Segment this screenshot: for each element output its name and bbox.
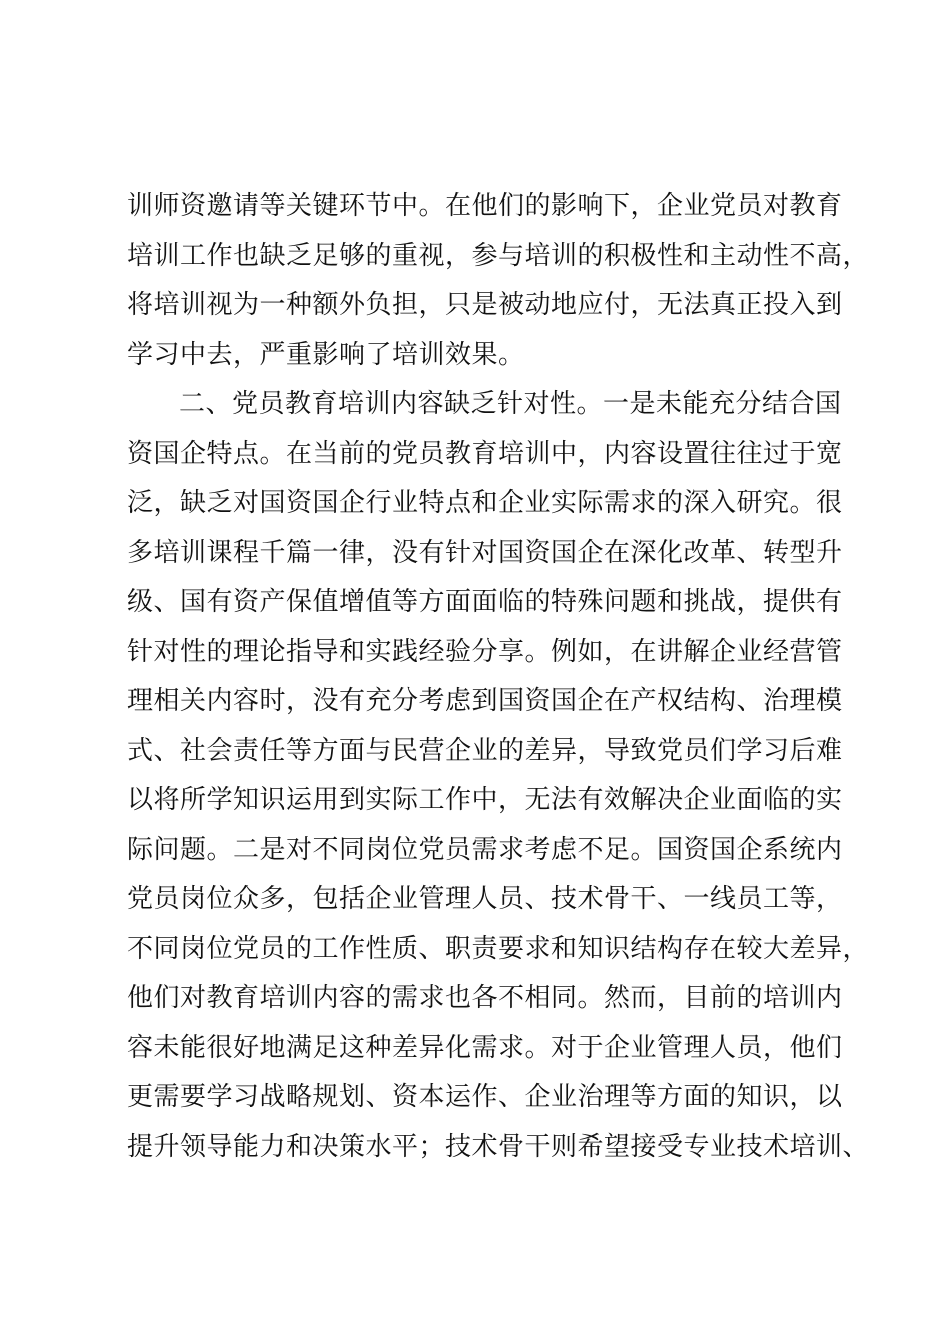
text-line: 式、社会责任等方面与民营企业的差异，导致党员们学习后难 xyxy=(127,735,843,766)
text-line: 容未能很好地满足这种差异化需求。对于企业管理人员，他们 xyxy=(127,1032,843,1063)
text-line: 理相关内容时，没有充分考虑到国资国企在产权结构、治理模 xyxy=(127,686,843,716)
text-line: 多培训课程千篇一律，没有针对国资国企在深化改革、转型升 xyxy=(127,537,843,568)
text-line: 更需要学习战略规划、资本运作、企业治理等方面的知识，以 xyxy=(127,1082,843,1112)
text-line: 将培训视为一种额外负担，只是被动地应付，无法真正投入到 xyxy=(127,290,843,320)
text-line: 培训工作也缺乏足够的重视，参与培训的积极性和主动性不高， xyxy=(127,240,870,271)
body-text xyxy=(127,182,870,1172)
text-line: 泛，缺乏对国资国企行业特点和企业实际需求的深入研究。很 xyxy=(127,488,843,518)
text-line: 以将所学知识运用到实际工作中，无法有效解决企业面临的实 xyxy=(127,785,843,815)
text-line: 他们对教育培训内容的需求也各不相同。然而，目前的培训内 xyxy=(127,983,843,1013)
text-line: 党员岗位众多，包括企业管理人员、技术骨干、一线员工等， xyxy=(127,884,843,914)
text-line: 学习中去，严重影响了培训效果。 xyxy=(127,339,525,370)
text-line: 提升领导能力和决策水平；技术骨干则希望接受专业技术培训、 xyxy=(127,1131,870,1162)
text-line: 级、国有资产保值增值等方面面临的特殊问题和挑战，提供有 xyxy=(127,587,843,617)
text-line: 资国企特点。在当前的党员教育培训中，内容设置往往过于宽 xyxy=(127,438,843,469)
text-line: 不同岗位党员的工作性质、职责要求和知识结构存在较大差异， xyxy=(127,933,870,964)
text-line: 针对性的理论指导和实践经验分享。例如，在讲解企业经营管 xyxy=(127,636,843,667)
text-line: 际问题。二是对不同岗位党员需求考虑不足。国资国企系统内 xyxy=(127,834,843,865)
text-line: 训师资邀请等关键环节中。在他们的影响下，企业党员对教育 xyxy=(127,191,843,221)
section-heading-line: 二、党员教育培训内容缺乏针对性。一是未能充分结合国 xyxy=(179,389,842,419)
